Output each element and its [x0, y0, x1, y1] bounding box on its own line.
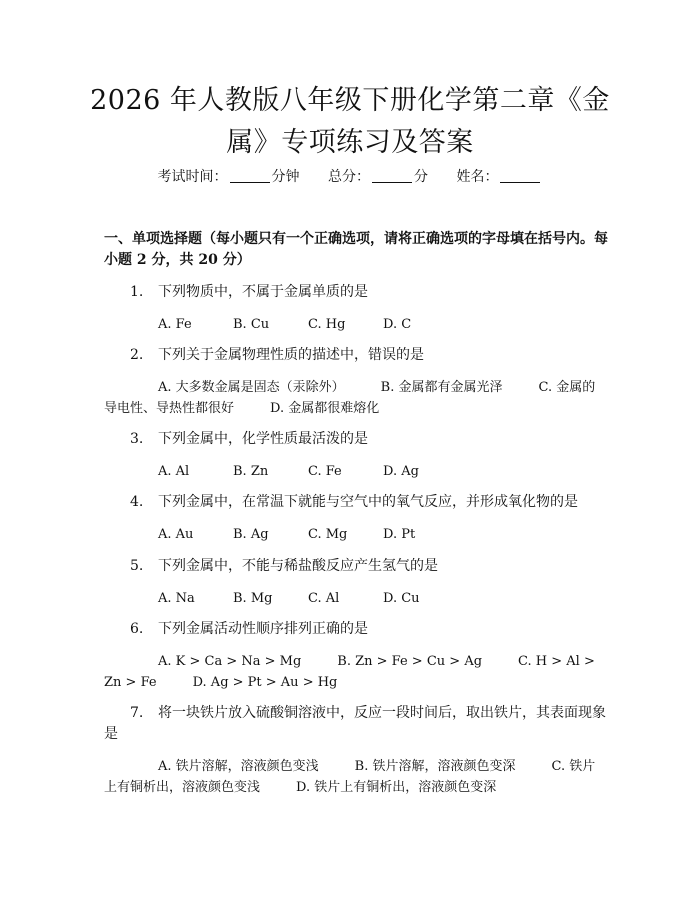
- options: [104, 588, 608, 609]
- question-stem: 下列金属中，不能与稀盐酸反应产生氢气的是: [158, 558, 438, 574]
- option-a[interactable]: A. Na: [158, 591, 195, 606]
- exam-name: [456, 167, 542, 187]
- option-b[interactable]: B. Cu: [233, 317, 270, 332]
- question-2: [104, 345, 608, 419]
- question-number: 3.: [130, 431, 144, 447]
- option-d[interactable]: D. Pt: [383, 527, 416, 542]
- option-d[interactable]: D. 铁片上有铜析出，溶液颜色变深: [296, 780, 497, 795]
- option-a[interactable]: A. Fe: [158, 317, 192, 332]
- option-c[interactable]: C. H > Al > Zn > Fe: [104, 654, 595, 690]
- option-d[interactable]: D. Cu: [383, 591, 420, 606]
- option-a[interactable]: A. 铁片溶解，溶液颜色变浅: [158, 759, 319, 774]
- options: [104, 756, 608, 798]
- option-b[interactable]: B. Zn: [233, 464, 269, 479]
- question-stem: 下列金属中，化学性质最活泼的是: [158, 431, 368, 447]
- section-heading: 一、单项选择题（每小题只有一个正确选项，请将正确选项的字母填在括号内。每小题 2 分，共 20 分）: [104, 231, 608, 268]
- exam-time: [158, 167, 300, 187]
- option-d[interactable]: D. Ag: [383, 464, 419, 479]
- question-stem: 下列物质中，不属于金属单质的是: [158, 284, 368, 300]
- question-6: [104, 619, 608, 693]
- time-label: 考试时间：: [157, 169, 228, 185]
- option-d[interactable]: D. 金属都很难熔化: [270, 401, 380, 416]
- question-stem: 下列金属活动性顺序排列正确的是: [158, 621, 368, 637]
- question-stem: 将一块铁片放入硫酸铜溶液中，反应一段时间后，取出铁片，其表面现象是: [104, 705, 606, 742]
- question-1: [104, 282, 608, 335]
- question-4: [104, 492, 608, 545]
- option-d[interactable]: D. C: [383, 317, 412, 332]
- option-b[interactable]: B. 金属都有金属光泽: [380, 380, 503, 395]
- question-7: [104, 703, 608, 798]
- exam-meta: [0, 167, 700, 187]
- document-title: [60, 80, 640, 164]
- name-label: 姓名：: [456, 169, 499, 185]
- option-a[interactable]: A. Au: [158, 527, 194, 542]
- question-number: 6.: [130, 621, 144, 637]
- options: [104, 651, 608, 693]
- question-number: 1.: [130, 284, 144, 300]
- title-line-1: 2026 年人教版八年级下册化学第二章《金: [90, 85, 610, 116]
- name-blank[interactable]: [500, 168, 540, 183]
- score-label: 总分：: [328, 169, 370, 185]
- time-unit: 分钟: [271, 169, 300, 185]
- options: [104, 524, 608, 545]
- exam-score: [328, 167, 428, 187]
- option-c[interactable]: C. 铁片上有铜析出，溶液颜色变浅: [104, 759, 596, 795]
- question-number: 5.: [130, 558, 144, 574]
- option-d[interactable]: D. Ag > Pt > Au > Hg: [192, 675, 338, 690]
- question-3: [104, 429, 608, 482]
- option-b[interactable]: B. 铁片溶解，溶液颜色变深: [354, 759, 516, 774]
- question-stem: 下列金属中，在常温下就能与空气中的氧气反应，并形成氧化物的是: [158, 494, 578, 510]
- options: [104, 314, 608, 335]
- options: [104, 461, 608, 482]
- options: [104, 377, 608, 419]
- question-stem: 下列关于金属物理性质的描述中，错误的是: [158, 347, 424, 363]
- question-number: 7.: [130, 705, 144, 721]
- question-number: 2.: [130, 347, 144, 363]
- question-number: 4.: [130, 494, 144, 510]
- option-b[interactable]: B. Zn > Fe > Cu > Ag: [337, 654, 483, 669]
- time-blank[interactable]: [230, 168, 270, 183]
- title-line-2: 属》专项练习及答案: [226, 127, 474, 158]
- option-b[interactable]: B. Ag: [233, 527, 269, 542]
- option-b[interactable]: B. Mg: [233, 591, 273, 606]
- option-c[interactable]: C. Mg: [308, 527, 348, 542]
- option-c[interactable]: C. Al: [308, 591, 340, 606]
- option-c[interactable]: C. 金属的导电性、导热性都很好: [104, 380, 596, 416]
- option-c[interactable]: C. Fe: [308, 464, 342, 479]
- option-a[interactable]: A. 大多数金属是固态（汞除外）: [158, 380, 345, 395]
- score-unit: 分: [414, 169, 428, 185]
- score-blank[interactable]: [372, 168, 412, 183]
- option-c[interactable]: C. Hg: [308, 317, 346, 332]
- question-5: [104, 556, 608, 609]
- option-a[interactable]: A. K > Ca > Na > Mg: [158, 654, 302, 669]
- option-a[interactable]: A. Al: [158, 464, 190, 479]
